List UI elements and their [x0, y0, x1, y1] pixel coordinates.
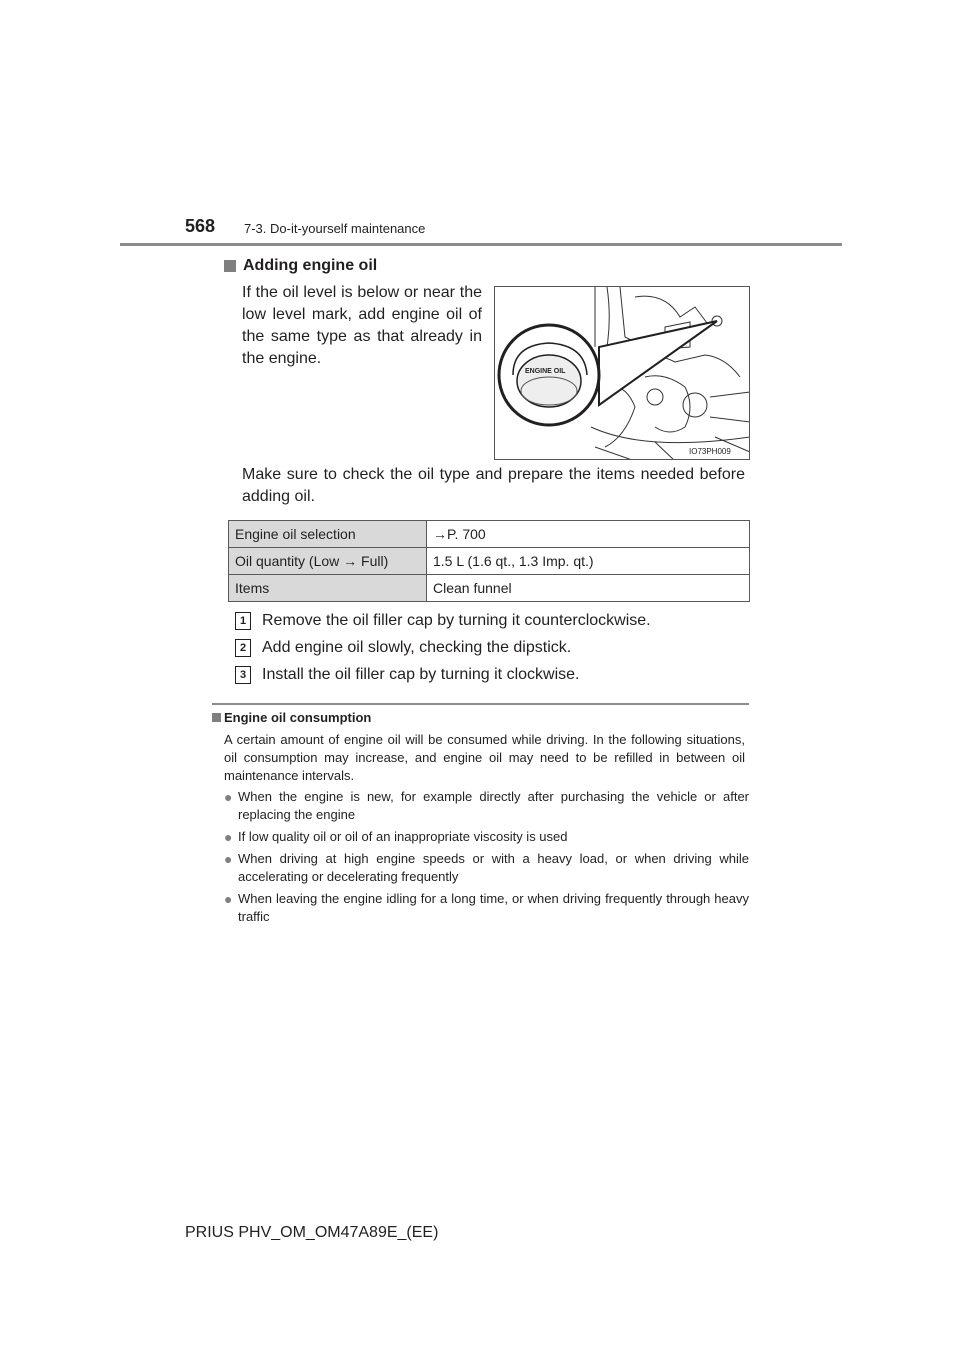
- consumption-heading: [212, 710, 371, 725]
- step-number: 1: [235, 612, 251, 630]
- list-item: [224, 788, 749, 824]
- table-value: →P. 700: [427, 521, 750, 548]
- section-title: 7-3. Do-it-yourself maintenance: [244, 221, 426, 236]
- step-text: Remove the oil filler cap by turning it counterclockwise.: [262, 612, 651, 629]
- section-heading: [224, 257, 377, 275]
- list-item-text: If low quality oil or oil of an inappropriate viscosity is used: [238, 829, 568, 844]
- bullet-dot-icon: ●: [224, 829, 233, 845]
- square-bullet-icon: [224, 260, 236, 272]
- list-item: [224, 890, 749, 926]
- list-item-text: When the engine is new, for example directly after purchasing the vehicle or after replacing the engine: [238, 789, 749, 822]
- table-label: Engine oil selection: [229, 521, 427, 548]
- cap-label: ENGINE OIL: [525, 368, 566, 375]
- step-1: [235, 612, 651, 630]
- step-number: 3: [235, 666, 251, 684]
- table-row: [229, 548, 750, 575]
- preparation-paragraph: Make sure to check the oil type and prepare the items needed before adding oil.: [242, 466, 745, 505]
- document-id-footer: PRIUS PHV_OM_OM47A89E_(EE): [185, 1224, 439, 1241]
- table-value: 1.5 L (1.6 qt., 1.3 Imp. qt.): [427, 548, 750, 575]
- step-2: [235, 639, 571, 657]
- consumption-heading-text: Engine oil consumption: [224, 710, 372, 725]
- illustration-code: IO73PH009: [689, 447, 731, 456]
- consumption-paragraph: A certain amount of engine oil will be consumed while driving. In the following situations, oil consumption may increase, and engine oil may need to be refilled in between oil maintenance intervals.: [224, 732, 745, 783]
- table-label: Oil quantity (Low → Full): [229, 548, 427, 575]
- bullet-dot-icon: ●: [224, 789, 233, 805]
- step-number: 2: [235, 639, 251, 657]
- table-row: [229, 521, 750, 548]
- square-bullet-icon: [212, 713, 221, 722]
- step-3: [235, 666, 579, 684]
- list-item-text: When leaving the engine idling for a long time, or when driving frequently through heavy traffic: [238, 891, 749, 924]
- list-item: [224, 850, 749, 886]
- header-divider: [120, 243, 842, 246]
- list-item-text: When driving at high engine speeds or with a heavy load, or when driving while accelerating or decelerating frequently: [238, 851, 749, 884]
- bullet-dot-icon: ●: [224, 851, 233, 867]
- table-label: Items: [229, 575, 427, 602]
- step-text: Add engine oil slowly, checking the dipstick.: [262, 639, 572, 656]
- list-item: [224, 828, 749, 846]
- page-number: 568: [185, 216, 216, 236]
- step-text: Install the oil filler cap by turning it clockwise.: [262, 666, 580, 683]
- table-row: [229, 575, 750, 602]
- bullet-dot-icon: ●: [224, 891, 233, 907]
- table-value: Clean funnel: [427, 575, 750, 602]
- heading-text: Adding engine oil: [243, 257, 378, 274]
- oil-info-table: [228, 520, 750, 602]
- engine-oil-cap-illustration: [494, 286, 750, 460]
- engine-bay-drawing: [495, 287, 750, 460]
- intro-paragraph: If the oil level is below or near the low level mark, add engine oil of the same type as that already in the engine.: [242, 284, 482, 367]
- section-divider: [212, 703, 749, 705]
